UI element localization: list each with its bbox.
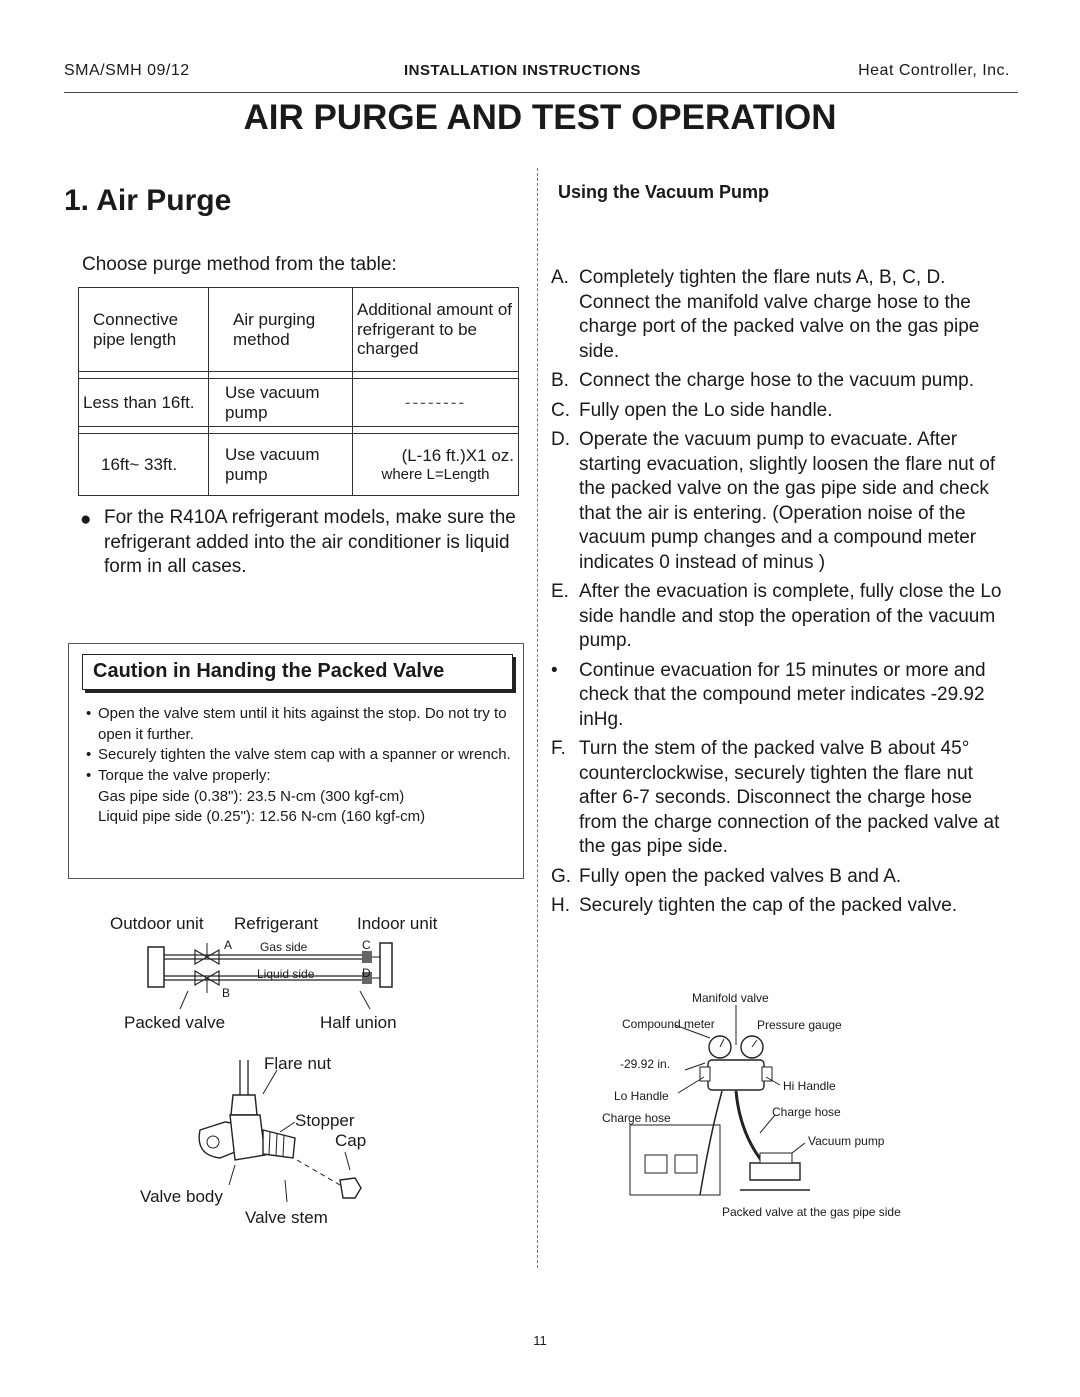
list-item: • Securely tighten the valve stem cap with a spanner or wrench. <box>86 746 511 764</box>
refrigerant-note-text: For the R410A refrigerant models, make sure the refrigerant added into the air conditioner is liquid form in all cases. <box>104 507 516 578</box>
table-row <box>79 434 519 496</box>
header-model: SMA/SMH 09/12 <box>64 62 190 79</box>
table-header-row <box>79 288 519 372</box>
air-purge-heading: 1. Air Purge <box>64 184 232 217</box>
cap-label: Cap <box>335 1131 367 1150</box>
table-cell: Less than 16ft. <box>79 379 209 427</box>
list-item: G. Fully open the packed valves B and A. <box>551 865 902 887</box>
caution-list <box>86 704 516 828</box>
vacuum-pump-label: Vacuum pump <box>808 1134 885 1148</box>
table-header-cell: Additional amount of refrigerant to be charged <box>353 288 519 372</box>
page-number: 11 <box>533 1333 547 1348</box>
valve-body-label: Valve body <box>140 1187 223 1206</box>
compound-meter-label: Compound meter <box>622 1017 715 1031</box>
label-a: A <box>224 938 233 952</box>
label-b: B <box>222 986 231 1000</box>
list-item: D. Operate the vacuum pump to evacuate. After starting evacuation, slightly loosen the flare nut of the packed valve on the gas pipe side and check that the air is entering. (Operation noise of the vacuum pump changes and a compound meter indicates 0 instead of minus ) <box>551 429 996 573</box>
label-d: D <box>362 966 371 980</box>
list-item: B. Connect the charge hose to the vacuum pump. <box>551 370 975 391</box>
table-cell <box>353 434 519 496</box>
header-section: INSTALLATION INSTRUCTIONS <box>404 62 641 79</box>
table-cell: Use vacuum pump <box>209 379 353 427</box>
purge-method-table <box>78 287 519 496</box>
caution-title: Caution in Handing the Packed Valve <box>82 654 513 690</box>
charge-formula: (L-16 ft.)X1 oz. <box>401 446 514 466</box>
list-item: E. After the evacuation is complete, fully close the Lo side handle and stop the operation of the vacuum pump. <box>551 581 1002 651</box>
outdoor-unit-label: Outdoor unit <box>110 914 204 933</box>
list-item: • Torque the valve properly: <box>86 767 271 785</box>
vacuum-pump-heading: Using the Vacuum Pump <box>558 182 770 202</box>
list-item: A. Completely tighten the flare nuts A, B, C, D. Connect the manifold valve charge hose to the charge port of the packed valve on the gas pipe side. <box>551 267 980 362</box>
flare-nut-label: Flare nut <box>264 1054 332 1073</box>
torque-liquid: Liquid pipe side (0.25"): 12.56 N-cm (160 kgf-cm) <box>98 808 426 826</box>
packed-valve-gas-label: Packed valve at the gas pipe side <box>722 1205 901 1219</box>
stopper-label: Stopper <box>295 1111 355 1130</box>
packed-valve-label: Packed valve <box>124 1013 226 1032</box>
label-c: C <box>362 938 371 952</box>
header-rule <box>64 92 1018 93</box>
table-header-cell: Air purging method <box>209 288 353 372</box>
header-company: Heat Controller, Inc. <box>858 62 1010 79</box>
table-cell: -------- <box>353 379 519 427</box>
indoor-unit-label: Indoor unit <box>357 914 438 933</box>
column-divider <box>537 168 538 1268</box>
liquid-side-label: Liquid side <box>257 967 315 981</box>
gas-side-label: Gas side <box>260 940 308 954</box>
valve-stem-label: Valve stem <box>245 1208 328 1227</box>
vacuum-steps <box>551 266 1011 924</box>
charge-hose-left-label: Charge hose <box>602 1111 671 1125</box>
hi-handle-label: Hi Handle <box>783 1079 836 1093</box>
pressure-gauge-label: Pressure gauge <box>757 1018 842 1032</box>
table-cell: Use vacuum pump <box>209 434 353 496</box>
list-item: F. Turn the stem of the packed valve B about 45° counterclockwise, securely tighten the flare nut after 6-7 seconds. Disconnect the charge hose from the charge connection of the packed valve at the gas pipe side. <box>551 738 1000 857</box>
half-union-label: Half union <box>320 1013 397 1032</box>
gauge-reading: -29.92 in. <box>620 1057 671 1071</box>
page-title: AIR PURGE AND TEST OPERATION <box>243 98 837 137</box>
table-row <box>79 379 519 427</box>
manifold-valve-label: Manifold valve <box>692 991 769 1005</box>
refrigerant-note <box>80 506 520 580</box>
list-item: • Open the valve stem until it hits against the stop. Do not try to open it further. <box>86 705 507 743</box>
refrigerant-label: Refrigerant <box>234 914 319 933</box>
list-item: • Continue evacuation for 15 minutes or more and check that the compound meter indicates -29.92 inHg. <box>551 659 986 730</box>
table-cell: 16ft~ 33ft. <box>79 434 209 496</box>
lo-handle-label: Lo Handle <box>614 1089 669 1103</box>
table-header-cell: Connective pipe length <box>79 288 209 372</box>
bullet-icon: ● <box>80 509 92 530</box>
list-item: C. Fully open the Lo side handle. <box>551 399 833 421</box>
length-note: where L=Length <box>381 465 490 483</box>
charge-hose-right-label: Charge hose <box>772 1105 841 1119</box>
torque-gas: Gas pipe side (0.38"): 23.5 N-cm (300 kgf-cm) <box>98 787 405 805</box>
list-item: H. Securely tighten the cap of the packed valve. <box>551 895 958 916</box>
air-purge-intro: Choose purge method from the table: <box>82 254 397 275</box>
